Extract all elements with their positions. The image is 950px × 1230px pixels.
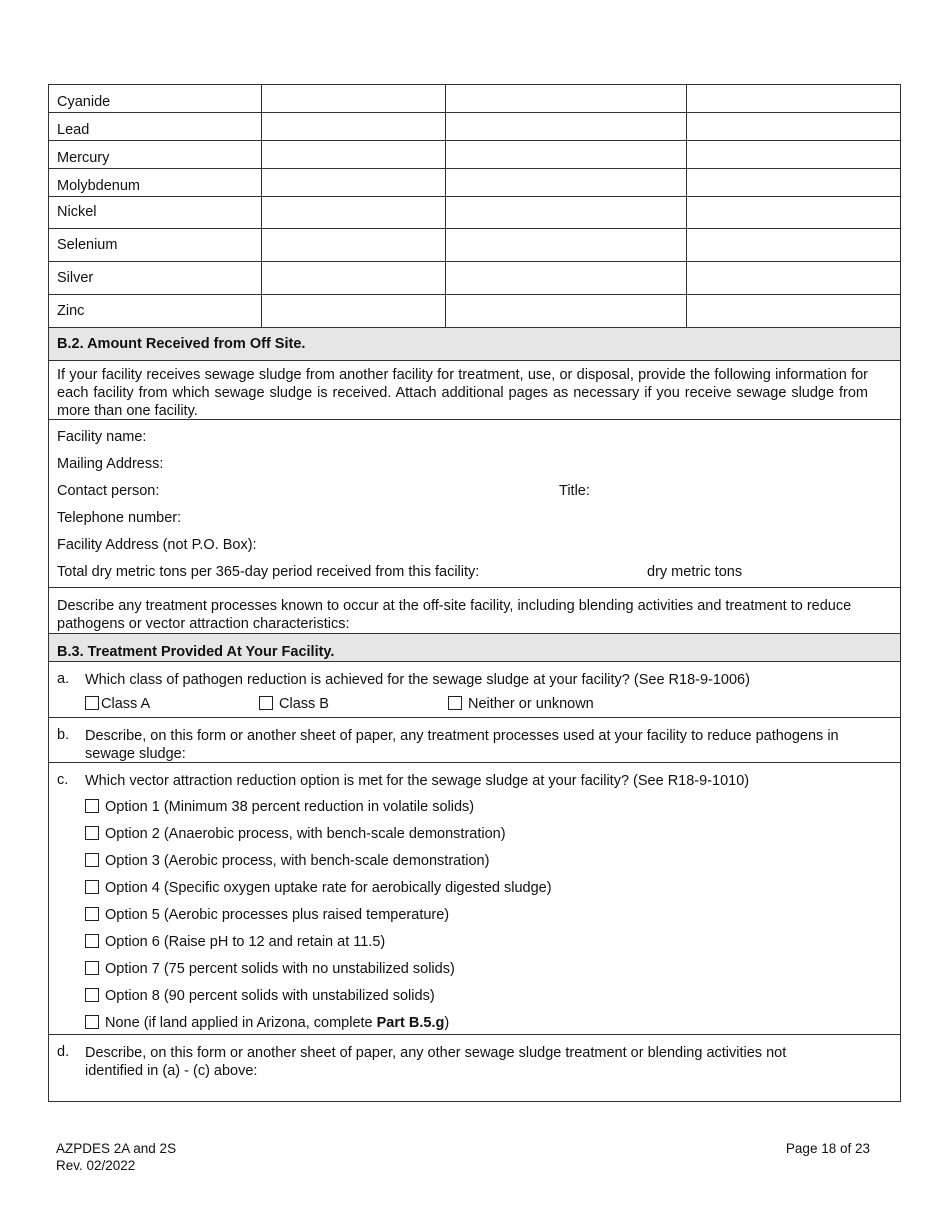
checkbox[interactable] [85, 907, 99, 921]
option-label: Option 8 (90 percent solids with unstabilized solids) [105, 988, 435, 1004]
revision: Rev. 02/2022 [56, 1158, 136, 1173]
contact-person-field[interactable] [57, 478, 868, 505]
question-d-text: Describe, on this form or another sheet of paper, any other sewage sludge treatment or blending activities not identified in (a) - (c) above: [85, 1045, 787, 1079]
table-row [49, 295, 900, 328]
b2-intro: If your facility receives sewage sludge from another facility for treatment, use, or disposal, provide the following information for each facility from which sewage sludge is received. Attach additional pages as necessary if you receive sewage sludge from more than one facility. [49, 361, 900, 420]
question-b-text: Describe, on this form or another sheet of paper, any treatment processes used at your facility to reduce pathogens in sewage sludge: [85, 728, 839, 762]
question-c [49, 763, 900, 1035]
option-label: Option 2 (Anaerobic process, with bench-scale demonstration) [105, 826, 506, 842]
page-number: Page 18 of 23 [785, 1141, 870, 1156]
option-label: Option 3 (Aerobic process, with bench-scale demonstration) [105, 853, 490, 869]
value-cell[interactable] [262, 85, 446, 112]
telephone-label: Telephone number: [57, 510, 182, 526]
value-cell[interactable] [687, 113, 900, 140]
value-cell[interactable] [446, 113, 687, 140]
value-cell[interactable] [262, 141, 446, 168]
facility-info [49, 420, 900, 588]
total-tons-field[interactable] [57, 559, 868, 586]
option-label: Option 5 (Aerobic processes plus raised temperature) [105, 907, 450, 923]
telephone-field[interactable] [57, 505, 868, 532]
checkbox[interactable] [85, 1015, 99, 1029]
checkbox[interactable] [85, 988, 99, 1002]
vector-option-8[interactable] [57, 983, 892, 1010]
contact-person-label: Contact person: [57, 483, 160, 499]
checkbox[interactable] [259, 696, 273, 710]
value-cell[interactable] [446, 197, 687, 228]
metal-name: Silver [49, 262, 262, 294]
class-b-label: Class B [279, 696, 329, 712]
vector-option-1[interactable] [57, 794, 892, 821]
table-row [49, 85, 900, 113]
value-cell[interactable] [687, 229, 900, 261]
table-row [49, 141, 900, 169]
checkbox[interactable] [85, 826, 99, 840]
table-row [49, 113, 900, 141]
value-cell[interactable] [687, 141, 900, 168]
value-cell[interactable] [446, 141, 687, 168]
page-footer [56, 1140, 870, 1174]
table-row [49, 169, 900, 197]
form-id: AZPDES 2A and 2S [56, 1141, 177, 1156]
vector-option-4[interactable] [57, 875, 892, 902]
option-label: Option 6 (Raise pH to 12 and retain at 11.5) [105, 934, 386, 950]
question-letter: d. [57, 1044, 70, 1060]
sludge-form [48, 84, 901, 1102]
value-cell[interactable] [446, 85, 687, 112]
vector-option-none[interactable] [57, 1010, 892, 1037]
mailing-address-field[interactable] [57, 451, 868, 478]
section-heading-b2: B.2. Amount Received from Off Site. [49, 328, 900, 361]
vector-option-7[interactable] [57, 956, 892, 983]
table-row [49, 197, 900, 229]
question-b [49, 718, 900, 763]
offsite-treatment-description: Describe any treatment processes known to occur at the off-site facility, including blending activities and treatment to reduce pathogens or vector attraction characteristics: [49, 588, 900, 634]
checkbox[interactable] [85, 799, 99, 813]
class-a-label: Class A [101, 696, 151, 712]
value-cell[interactable] [687, 85, 900, 112]
neither-option[interactable] [448, 690, 594, 718]
option-label: None (if land applied in Arizona, complete [105, 1015, 377, 1031]
question-a-text: Which class of pathogen reduction is achieved for the sewage sludge at your facility? (See R18-9-1006) [85, 672, 750, 688]
value-cell[interactable] [446, 262, 687, 294]
value-cell[interactable] [262, 197, 446, 228]
option-label: Option 7 (75 percent solids with no unstabilized solids) [105, 961, 455, 977]
class-a-option[interactable] [85, 690, 150, 718]
value-cell[interactable] [262, 113, 446, 140]
metal-name: Molybdenum [49, 169, 262, 196]
checkbox[interactable] [85, 934, 99, 948]
value-cell[interactable] [446, 169, 687, 196]
neither-label: Neither or unknown [468, 696, 594, 712]
question-letter: b. [57, 727, 70, 743]
value-cell[interactable] [446, 229, 687, 261]
tons-unit: dry metric tons [647, 564, 743, 580]
question-a [49, 662, 900, 718]
title-label: Title: [559, 483, 590, 499]
vector-option-3[interactable] [57, 848, 892, 875]
mailing-address-label: Mailing Address: [57, 456, 164, 472]
value-cell[interactable] [446, 295, 687, 327]
table-row [49, 229, 900, 262]
class-b-option[interactable] [259, 690, 329, 718]
value-cell[interactable] [262, 295, 446, 327]
checkbox[interactable] [85, 853, 99, 867]
question-letter: c. [57, 772, 69, 788]
facility-name-field[interactable] [57, 424, 868, 451]
metal-name: Mercury [49, 141, 262, 168]
facility-address-field[interactable] [57, 532, 868, 559]
vector-option-2[interactable] [57, 821, 892, 848]
total-tons-label: Total dry metric tons per 365-day period received from this facility: [57, 564, 480, 580]
value-cell[interactable] [687, 197, 900, 228]
value-cell[interactable] [687, 295, 900, 327]
value-cell[interactable] [262, 262, 446, 294]
vector-option-5[interactable] [57, 902, 892, 929]
option-label: Option 1 (Minimum 38 percent reduction in volatile solids) [105, 799, 475, 815]
value-cell[interactable] [687, 169, 900, 196]
metal-name: Cyanide [49, 85, 262, 112]
question-c-text: Which vector attraction reduction option is met for the sewage sludge at your facility? (See R18-9-1010) [85, 773, 750, 789]
checkbox[interactable] [448, 696, 462, 710]
facility-address-label: Facility Address (not P.O. Box): [57, 537, 257, 553]
value-cell[interactable] [262, 169, 446, 196]
metal-name: Zinc [49, 295, 262, 327]
table-row [49, 262, 900, 295]
checkbox[interactable] [85, 880, 99, 894]
option-label: Option 4 (Specific oxygen uptake rate for aerobically digested sludge) [105, 880, 552, 896]
question-letter: a. [57, 671, 70, 687]
option-label-suffix: ) [444, 1015, 450, 1031]
facility-name-label: Facility name: [57, 429, 147, 445]
checkbox[interactable] [85, 696, 99, 710]
checkbox[interactable] [85, 961, 99, 975]
metal-name: Nickel [49, 197, 262, 228]
metal-name: Lead [49, 113, 262, 140]
part-reference: Part B.5.g [376, 1015, 445, 1031]
vector-option-6[interactable] [57, 929, 892, 956]
question-d [49, 1035, 900, 1101]
section-heading-b3: B.3. Treatment Provided At Your Facility. [49, 634, 900, 662]
value-cell[interactable] [687, 262, 900, 294]
metal-name: Selenium [49, 229, 262, 261]
value-cell[interactable] [262, 229, 446, 261]
